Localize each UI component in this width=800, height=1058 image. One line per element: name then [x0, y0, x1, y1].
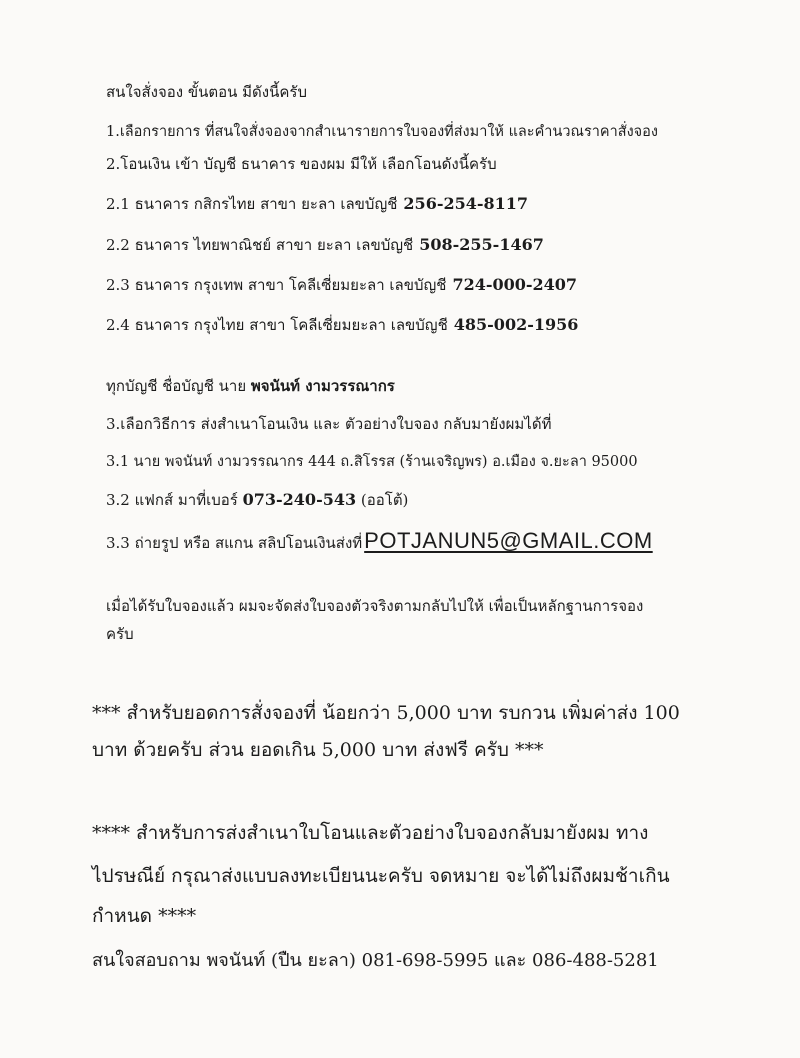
email-address: POTJANUN5@GMAIL.COM: [364, 528, 653, 553]
post-note-line-3: กำหนด ****: [92, 905, 197, 927]
step-3-1-address: 3.1 นาย พจนันท์ งามวรรณากร 444 ถ.สิโรรส (ร้านเจริญพร) อ.เมือง จ.ยะลา 95000: [106, 454, 638, 470]
bank-line-4: [106, 315, 578, 335]
contact-line: สนใจสอบถาม พจนันท์ (ปืน ยะลา) 081-698-5995 และ 086-488-5281: [92, 950, 659, 971]
email-prefix: 3.3 ถ่ายรูป หรือ สแกน สลิปโอนเงินส่งที่: [106, 534, 363, 552]
shipping-note-line-2: บาท ด้วยครับ ส่วน ยอดเกิน 5,000 บาท ส่งฟรี ครับ ***: [92, 739, 544, 761]
shipping-note-line-1: *** สำหรับยอดการสั่งจองที่ น้อยกว่า 5,000 บาท รบกวน เพิ่มค่าส่ง 100: [92, 702, 680, 724]
step-3: 3.เลือกวิธีการ ส่งสำเนาโอนเงิน และ ตัวอย่างใบจอง กลับมายังผมได้ที่: [106, 415, 552, 433]
bank-line-1: [106, 194, 528, 214]
fax-prefix: 3.2 แฟกส์ มาที่เบอร์: [106, 491, 238, 509]
bank-account-number: 724-000-2407: [452, 275, 578, 294]
bank-line-2: [106, 235, 544, 255]
account-name-prefix: ทุกบัญชี ชื่อบัญชี นาย: [106, 377, 247, 395]
step-1: 1.เลือกรายการ ที่สนใจสั่งจองจากสำเนารายการใบจองที่ส่งมาให้ และคำนวณราคาสั่งจอง: [106, 124, 658, 140]
post-note-line-1: **** สำหรับการส่งสำเนาใบโอนและตัวอย่างใบจองกลับมายังผม ทาง: [92, 822, 649, 844]
receipt-line-1: เมื่อได้รับใบจองแล้ว ผมจะจัดส่งใบจองตัวจริงตามกลับไปให้ เพื่อเป็นหลักฐานการจอง: [106, 597, 644, 615]
bank-label: 2.4 ธนาคาร กรุงไทย สาขา โคลีเซี่ยมยะลา เลขบัญชี: [106, 316, 448, 334]
account-name-line: [106, 376, 395, 396]
step-3-2-fax: [106, 490, 408, 510]
post-note-line-2: ไปรษณีย์ กรุณาส่งแบบลงทะเบียนนะครับ จดหมาย จะได้ไม่ถึงผมช้าเกิน: [92, 865, 670, 887]
bank-account-number: 508-255-1467: [419, 235, 544, 254]
bank-line-3: [106, 275, 577, 295]
fax-suffix: (ออโต้): [360, 491, 409, 509]
bank-label: 2.1 ธนาคาร กสิกรไทย สาขา ยะลา เลขบัญชี: [106, 195, 398, 213]
step-2: 2.โอนเงิน เข้า บัญชี ธนาคาร ของผม มีให้ เลือกโอนดังนี้ครับ: [106, 155, 497, 173]
fax-number: 073-240-543: [242, 490, 357, 509]
receipt-line-2: ครับ: [106, 625, 134, 643]
step-3-3-email: [106, 527, 653, 557]
account-name: พจนันท์ งามวรรณากร: [250, 377, 395, 395]
intro-line: สนใจสั่งจอง ขั้นตอน มีดังนี้ครับ: [106, 83, 307, 101]
bank-account-number: 485-002-1956: [453, 315, 579, 334]
bank-label: 2.3 ธนาคาร กรุงเทพ สาขา โคลีเซี่ยมยะลา เลขบัญชี: [106, 276, 447, 294]
bank-label: 2.2 ธนาคาร ไทยพาณิชย์ สาขา ยะลา เลขบัญชี: [106, 236, 414, 254]
bank-account-number: 256-254-8117: [403, 194, 529, 213]
